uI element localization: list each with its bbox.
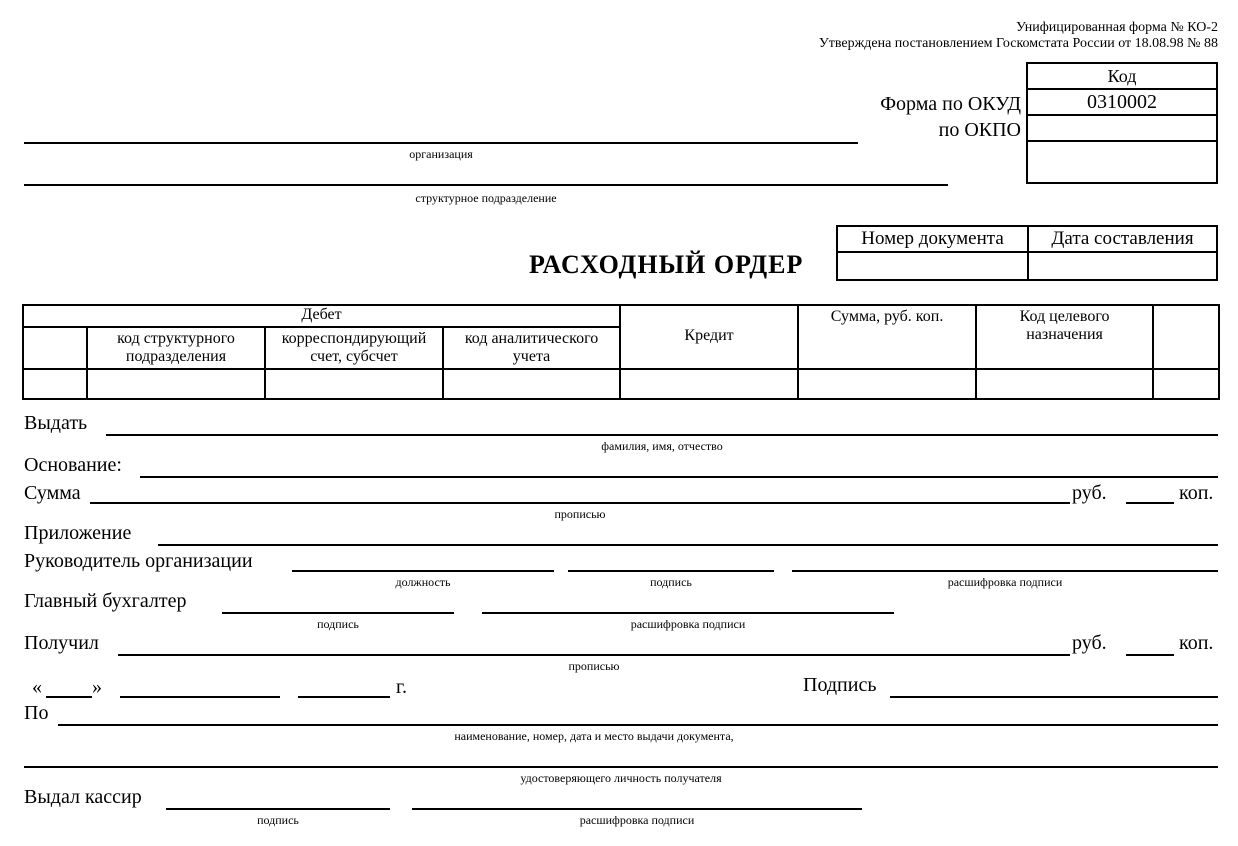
table-cell[interactable] bbox=[265, 369, 443, 399]
chief-signature-caption: подпись bbox=[317, 617, 359, 631]
sum-line[interactable] bbox=[90, 502, 1070, 504]
head-decode-line[interactable] bbox=[792, 570, 1218, 572]
chief-decode-line[interactable] bbox=[482, 612, 894, 614]
basis-line[interactable] bbox=[140, 476, 1218, 478]
attachment-label: Приложение bbox=[24, 522, 132, 544]
document-line-2[interactable] bbox=[24, 766, 1218, 768]
head-signature-caption: подпись bbox=[650, 575, 692, 589]
document-title: РАСХОДНЫЙ ОРДЕР bbox=[529, 250, 804, 279]
purpose-code-header: Код целевого назначения bbox=[976, 305, 1153, 369]
sum-kop-label: коп. bbox=[1179, 482, 1214, 504]
code-table bbox=[1026, 62, 1218, 184]
sum-rub-label: руб. bbox=[1072, 482, 1107, 504]
table-cell[interactable] bbox=[23, 369, 87, 399]
department-caption: структурное подразделение bbox=[415, 191, 557, 205]
table-cell[interactable] bbox=[1153, 369, 1219, 399]
year-line[interactable] bbox=[298, 696, 390, 698]
cashier-label: Выдал кассир bbox=[24, 786, 142, 808]
debit-header: Дебет bbox=[23, 305, 620, 327]
head-label: Руководитель организации bbox=[24, 550, 253, 572]
sum-label: Сумма bbox=[24, 482, 81, 504]
table-cell[interactable] bbox=[620, 369, 798, 399]
receiver-signature-line[interactable] bbox=[890, 696, 1218, 698]
basis-label: Основание: bbox=[24, 454, 122, 476]
extra-header bbox=[1153, 305, 1219, 369]
form-approval: Утверждена постановлением Госкомстата России от 18.08.98 № 88 bbox=[818, 36, 1218, 51]
organization-line[interactable] bbox=[24, 142, 858, 144]
department-line[interactable] bbox=[24, 184, 948, 186]
document-info-caption: наименование, номер, дата и место выдачи документа, bbox=[454, 729, 734, 743]
okpo-label: по ОКПО bbox=[938, 119, 1021, 141]
day-line[interactable] bbox=[46, 696, 92, 698]
dept-code-header: код структурного подразделения bbox=[87, 327, 265, 369]
doc-number-header: Номер документа bbox=[837, 226, 1028, 252]
table-cell[interactable] bbox=[798, 369, 976, 399]
debit-blank-header bbox=[23, 327, 87, 369]
head-position-caption: должность bbox=[395, 575, 451, 589]
head-decode-caption: расшифровка подписи bbox=[947, 575, 1063, 589]
head-position-line[interactable] bbox=[292, 570, 554, 572]
doc-table bbox=[836, 225, 1218, 281]
year-label: г. bbox=[396, 676, 407, 698]
issue-line[interactable] bbox=[106, 434, 1218, 436]
okud-code-cell[interactable]: 0310002 bbox=[1027, 89, 1217, 115]
document-info-caption-2: удостоверяющего личность получателя bbox=[520, 771, 722, 785]
sum-kop-line[interactable] bbox=[1126, 502, 1174, 504]
attachment-line[interactable] bbox=[158, 544, 1218, 546]
chief-signature-line[interactable] bbox=[222, 612, 454, 614]
chief-accountant-label: Главный бухгалтер bbox=[24, 590, 187, 612]
credit-top-cell bbox=[620, 305, 798, 327]
table-cell[interactable] bbox=[443, 369, 620, 399]
quote-open: « bbox=[32, 676, 42, 698]
organization-caption: организация bbox=[409, 147, 473, 161]
receiver-signature-label: Подпись bbox=[803, 674, 877, 696]
table-cell[interactable] bbox=[87, 369, 265, 399]
cashier-decode-caption: расшифровка подписи bbox=[579, 813, 695, 827]
received-rub-label: руб. bbox=[1072, 632, 1107, 654]
sum-words-caption: прописью bbox=[554, 507, 606, 521]
okpo-code-cell[interactable] bbox=[1027, 115, 1217, 141]
extra-code-cell[interactable] bbox=[1027, 141, 1217, 183]
received-kop-label: коп. bbox=[1179, 632, 1214, 654]
form-name: Унифицированная форма № КО-2 bbox=[1016, 20, 1218, 35]
accounting-table bbox=[22, 304, 1220, 400]
cashier-decode-line[interactable] bbox=[412, 808, 862, 810]
issue-label: Выдать bbox=[24, 412, 88, 434]
head-signature-line[interactable] bbox=[568, 570, 774, 572]
table-cell[interactable] bbox=[976, 369, 1153, 399]
document-line[interactable] bbox=[58, 724, 1218, 726]
amount-header: Сумма, руб. коп. bbox=[798, 305, 976, 369]
chief-decode-caption: расшифровка подписи bbox=[630, 617, 746, 631]
received-words-caption: прописью bbox=[568, 659, 620, 673]
received-line[interactable] bbox=[118, 654, 1070, 656]
credit-header: Кредит bbox=[620, 327, 798, 369]
okud-label: Форма по ОКУД bbox=[880, 93, 1021, 115]
doc-number-cell[interactable] bbox=[837, 252, 1028, 280]
code-header: Код bbox=[1027, 63, 1217, 89]
doc-date-header: Дата составления bbox=[1028, 226, 1217, 252]
analytic-code-header: код аналитического учета bbox=[443, 327, 620, 369]
by-label: По bbox=[24, 702, 49, 724]
cashier-signature-line[interactable] bbox=[166, 808, 390, 810]
corr-account-header: корреспондирующий счет, субсчет bbox=[265, 327, 443, 369]
quote-close: » bbox=[92, 676, 102, 698]
received-kop-line[interactable] bbox=[1126, 654, 1174, 656]
cashier-signature-caption: подпись bbox=[257, 813, 299, 827]
full-name-caption: фамилия, имя, отчество bbox=[601, 439, 723, 453]
received-label: Получил bbox=[24, 632, 99, 654]
doc-date-cell[interactable] bbox=[1028, 252, 1217, 280]
month-line[interactable] bbox=[120, 696, 280, 698]
